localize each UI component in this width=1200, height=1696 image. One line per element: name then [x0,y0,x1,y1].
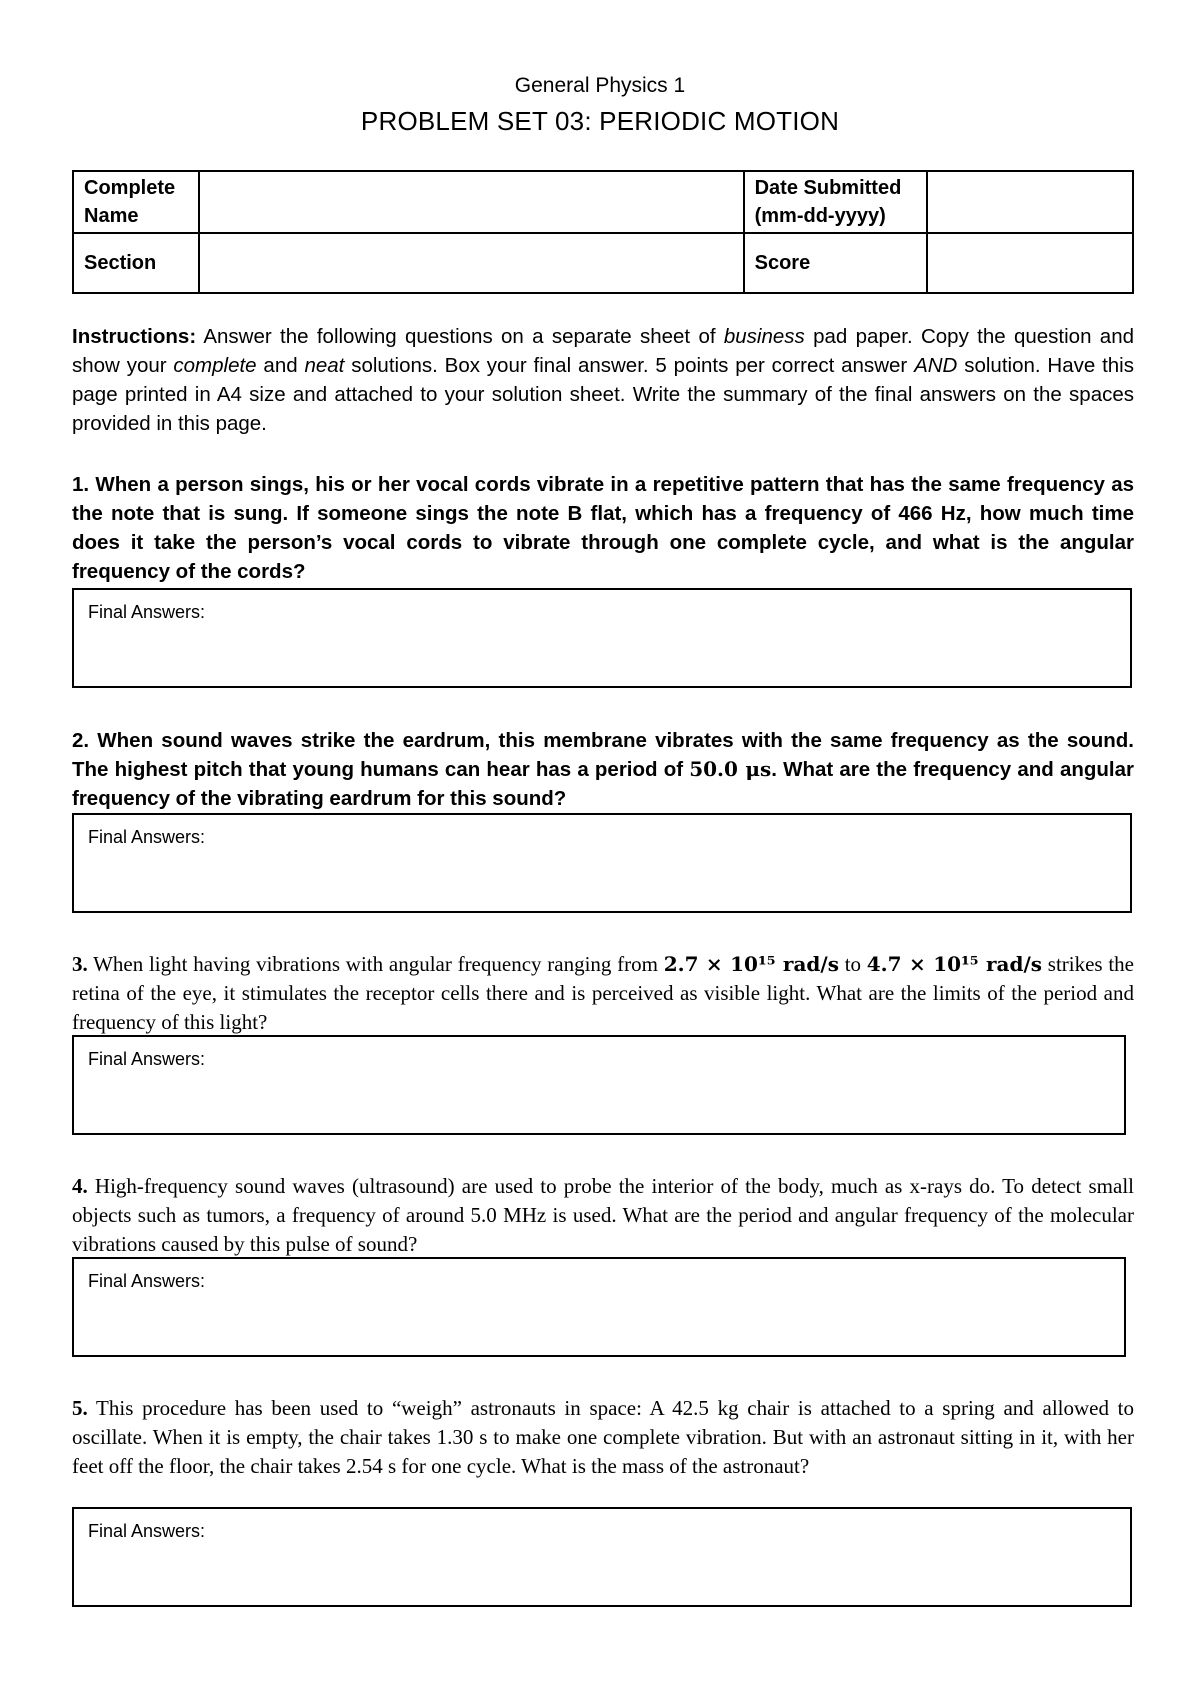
info-row-name-date [73,171,1133,233]
score-label: Score [744,233,928,293]
angular-frequency-min: 2.7 × 10¹⁵ rad/s [663,952,839,976]
student-info-table [72,170,1134,294]
question-number: 4. [72,1174,88,1198]
question-1 [72,470,1134,586]
section-label: Section [73,233,199,293]
question-3: 3. When light having vibrations with angular frequency ranging from 2.7 × 10¹⁵ rad/s to 4.7 × 10¹⁵ rad/s strikes the retina of the eye, it stimulates the receptor cells there and is perceived as visible light. What are the limits of the period and frequency of this light? [72,952,1134,1034]
question-number: 5. [72,1396,88,1420]
final-answers-label: Final Answers: [88,827,206,847]
question-text: When a person sings, his or her vocal cords vibrate in a repetitive pattern that has the same frequency as the note that is sung. If someone sings the note B flat, which has a frequency of 466 Hz, how much time does it take the person’s vocal cords to vibrate through one complete cycle, and what is the angular frequency of the cords? [72,473,1134,583]
final-answers-box-1[interactable] [72,588,1132,688]
final-answers-label: Final Answers: [88,1271,206,1291]
complete-name-label: Complete Name [73,171,199,233]
date-submitted-label: Date Submitted (mm-dd-yyyy) [744,171,928,233]
section-field[interactable] [199,233,744,293]
info-row-section-score [73,233,1133,293]
final-answers-label: Final Answers: [88,1521,206,1541]
final-answers-label: Final Answers: [88,1049,206,1069]
question-2: 2. When sound waves strike the eardrum, this membrane vibrates with the same frequency as the sound. The highest pitch that young humans can hear has a period of 50.0 μs. What are the frequency and angular frequency of the vibrating eardrum for this sound? [72,729,1134,810]
instructions: Instructions: Answer the following questions on a separate sheet of business pad paper. Copy the question and show your complete and neat solutions. Box your final answer. 5 points per correct answer AND solution. Have this page printed in A4 size and attached to your solution sheet. Write the summary of the final answers on the spaces provided in this page. [72,325,1135,435]
question-4 [72,1172,1134,1259]
final-answers-box-3[interactable] [72,1035,1126,1135]
final-answers-box-2[interactable] [72,813,1132,913]
question-text: This procedure has been used to “weigh” astronauts in space: A 42.5 kg chair is attached to a spring and allowed to oscillate. When it is empty, the chair takes 1.30 s to make one complete vibration. But with an astronaut sitting in it, with her feet off the floor, the chair takes 2.54 s for one cycle. What is the mass of the astronaut? [72,1396,1134,1478]
final-answers-box-4[interactable] [72,1257,1126,1357]
date-submitted-field[interactable] [927,171,1133,233]
page-title: PROBLEM SET 03: PERIODIC MOTION [360,106,840,136]
course-name: General Physics 1 [514,74,686,97]
question-number: 3. [72,952,88,976]
question-text: High-frequency sound waves (ultrasound) are used to probe the interior of the body, much as x-rays do. To detect small objects such as tumors, a frequency of around 5.0 MHz is used. What are the period and angular frequency of the molecular vibrations caused by this pulse of sound? [72,1174,1134,1256]
final-answers-box-5[interactable] [72,1507,1132,1607]
question-number: 1. [72,473,90,496]
instructions-label: Instructions: [72,325,197,348]
period-value: 50.0 μs [689,757,772,781]
complete-name-field[interactable] [199,171,744,233]
final-answers-label: Final Answers: [88,602,206,622]
question-number: 2. [72,729,90,752]
score-field[interactable] [927,233,1133,293]
angular-frequency-max: 4.7 × 10¹⁵ rad/s [866,952,1043,976]
question-5 [72,1394,1134,1481]
